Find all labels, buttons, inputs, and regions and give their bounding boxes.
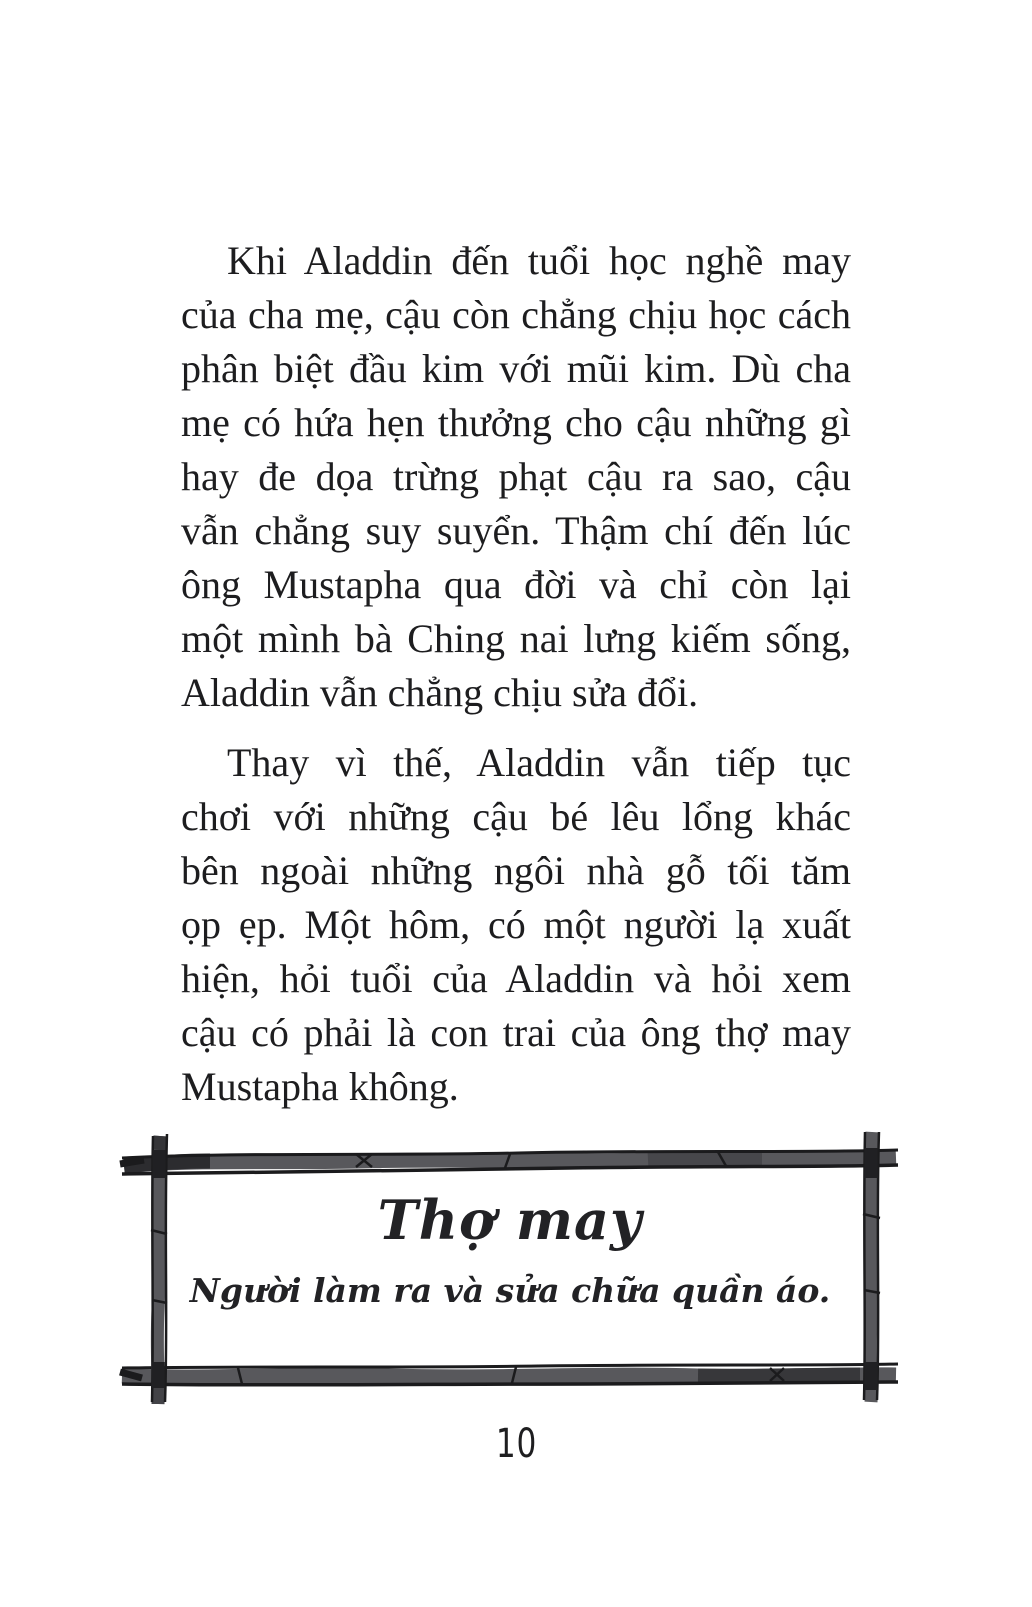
page-number	[0, 1422, 1032, 1466]
text-line: hiện, hỏi tuổi của Aladdin và hỏi xem	[181, 956, 851, 1001]
text-line: chơi với những cậu bé lêu lổng khác	[181, 794, 851, 839]
text-line: ọp ẹp. Một hôm, có một người lạ xuất	[181, 902, 851, 947]
text-line: vẫn chẳng suy suyển. Thậm chí đến lúc	[181, 508, 851, 553]
story-paragraph	[181, 234, 851, 720]
text-line: mẹ có hứa hẹn thưởng cho cậu những gì	[181, 400, 851, 445]
text-line: cậu có phải là con trai của ông thợ may	[181, 1010, 851, 1055]
text-line: Khi Aladdin đến tuổi học nghề may	[227, 238, 851, 283]
text-line: của cha mẹ, cậu còn chẳng chịu học cách	[181, 292, 851, 337]
text-line: Thay vì thế, Aladdin vẫn tiếp tục	[227, 740, 851, 785]
text-line: Mustapha không.	[181, 1064, 459, 1109]
text-line: bên ngoài những ngôi nhà gỗ tối tăm	[181, 848, 851, 893]
bamboo-frame-icon	[118, 1130, 902, 1408]
term-title: Thợ may	[377, 1188, 643, 1252]
page-number-value: 10	[495, 1421, 537, 1467]
text-line: một mình bà Ching nai lưng kiếm sống,	[181, 616, 851, 661]
term-definition: Người làm ra và sửa chữa quần áo.	[189, 1271, 831, 1310]
story-paragraph	[181, 736, 851, 1114]
text-line: hay đe dọa trừng phạt cậu ra sao, cậu	[181, 454, 851, 499]
definition-box	[118, 1130, 902, 1408]
text-line: Aladdin vẫn chẳng chịu sửa đổi.	[181, 670, 699, 715]
text-line: phân biệt đầu kim với mũi kim. Dù cha	[181, 346, 851, 391]
text-line: ông Mustapha qua đời và chỉ còn lại	[181, 562, 851, 607]
story-text	[181, 234, 851, 1114]
